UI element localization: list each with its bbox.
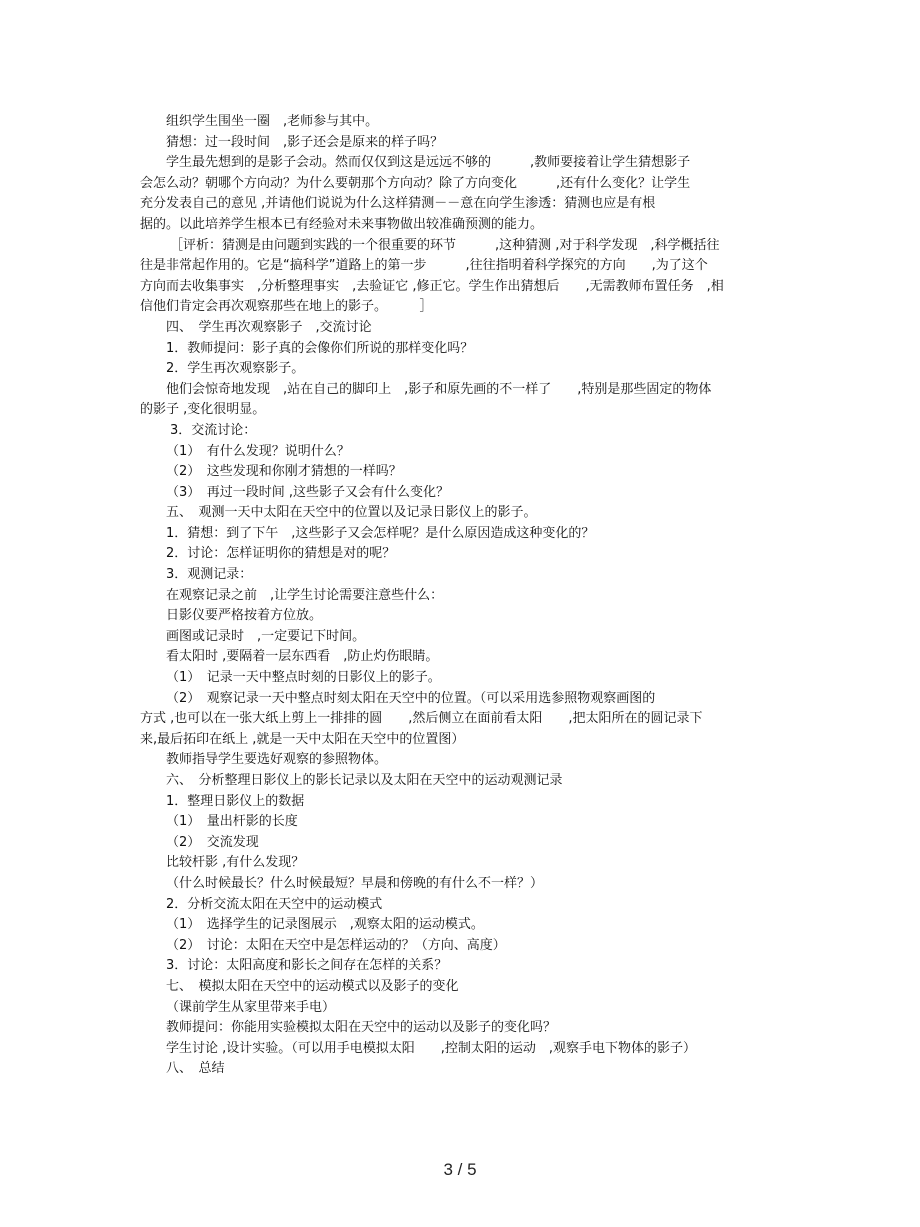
section-heading: 七、 模拟太阳在天空中的运动模式以及影子的变化 (166, 978, 459, 994)
paragraph-line: 组织学生围坐一圈 ,老师参与其中。 (166, 114, 379, 129)
paragraph-line: 他们会惊奇地发现 ,站在自己的脚印上 ,影子和原先画的不一样了 ,特别是那些固定的物体 (166, 381, 712, 397)
paragraph-line: 教师提问：你能用实验模拟太阳在天空中的运动以及影子的变化吗？ (166, 1020, 557, 1036)
paragraph-line: 的影子 ,变化很明显。 (140, 402, 266, 418)
paragraph-line: （课前学生从家里带来手电） (166, 999, 336, 1015)
commentary-line: 方向而去收集事实 ,分析整理事实 ,去验证它 ,修正它。学生作出猜想后 ,无需教师布置任务 ,相 (140, 278, 724, 294)
paragraph-line: 据的。以此培养学生根本已有经验对未来事物做出较准确预测的能力。 (140, 216, 544, 232)
paragraph-line: 来,最后拓印在纸上 ,就是一天中太阳在天空中的位置图） (140, 731, 465, 747)
commentary-line: ［评析：猜测是由问题到实践的一个很重要的环节 ,这种猜测 ,对于科学发现 ,科学概括往 (170, 237, 720, 253)
list-item: （1） 有什么发现？说明什么？ (166, 443, 350, 459)
list-item: 3．交流讨论： (170, 422, 257, 438)
list-item: （2） 这些发现和你刚才猜想的一样吗？ (166, 464, 402, 480)
paragraph-line: 在观察记录之前 ,让学生讨论需要注意些什么： (166, 587, 444, 603)
paragraph-line: 方式 ,也可以在一张大纸上剪上一排排的圆 ,然后侧立在面前看太阳 ,把太阳所在的圆记录下 (140, 711, 703, 727)
list-item: 3．观测记录： (166, 567, 253, 583)
list-item: （2） 交流发现 (166, 834, 259, 850)
paragraph-line: 画图或记录时 ,一定要记下时间。 (166, 628, 366, 644)
list-item: （1） 记录一天中整点时刻的日影仪上的影子。 (166, 670, 441, 686)
page-number: 3 / 5 (443, 1160, 477, 1179)
section-heading: 四、 学生再次观察影子 ,交流讨论 (166, 319, 372, 335)
list-item: （1） 量出杆影的长度 (166, 814, 298, 830)
paragraph-line: 会怎么动？朝哪个方向动？为什么要朝那个方向动？除了方向变化 ,还有什么变化？让学生 (140, 175, 691, 191)
paragraph-line: （什么时候最长？什么时候最短？早晨和傍晚的有什么不一样？） (166, 875, 544, 891)
document-body (140, 112, 782, 1080)
paragraph-line: 教师指导学生要选好观察的参照物体。 (166, 752, 388, 768)
list-item: 2．学生再次观察影子。 (166, 361, 305, 377)
list-item: （3） 再过一段时间 ,这些影子又会有什么变化？ (166, 484, 450, 500)
list-item: 1．猜想：到了下午 ,这些影子又会怎样呢？是什么原因造成这种变化的？ (166, 525, 595, 541)
commentary-line: 信他们肯定会再次观察那些在地上的影子。 ］ (140, 299, 433, 315)
list-item: （2） 讨论：太阳在天空中是怎样运动的？（方向、高度） (166, 937, 506, 953)
paragraph-line: 日影仪要严格按着方位放。 (166, 608, 323, 624)
list-item: 1．整理日影仪上的数据 (166, 793, 305, 809)
list-item: （1） 选择学生的记录图展示 ,观察太阳的运动模式。 (166, 917, 484, 933)
list-item: 1．教师提问：影子真的会像你们所说的那样变化吗？ (166, 340, 474, 356)
section-heading: 六、 分析整理日影仪上的影长记录以及太阳在天空中的运动观测记录 (166, 773, 563, 788)
section-heading: 八、 总结 (166, 1061, 225, 1077)
paragraph-line: 猜想：过一段时间 ,影子还会是原来的样子吗？ (166, 134, 444, 150)
section-heading: 五、 观测一天中太阳在天空中的位置以及记录日影仪上的影子。 (166, 505, 537, 521)
list-item: （2） 观察记录一天中整点时刻太阳在天空中的位置。（可以采用选参照物观察画图的 (166, 690, 656, 706)
commentary-line: 往是非常起作用的。它是“搞科学”道路上的第一步 ,往往指明着科学探究的方向 ,为了这个 (140, 258, 708, 274)
paragraph-line: 学生讨论 ,设计实验。（可以用手电模拟太阳 ,控制太阳的运动 ,观察手电下物体的影子） (166, 1040, 697, 1056)
paragraph-line: 充分发表自己的意见 ,并请他们说说为什么这样猜测－－意在向学生渗透：猜测也应是有根 (140, 196, 656, 212)
list-item: 2．讨论：怎样证明你的猜想是对的呢？ (166, 546, 396, 562)
paragraph-line: 看太阳时 ,要隔着一层东西看 ,防止灼伤眼睛。 (166, 649, 439, 665)
paragraph-line: 比较杆影 ,有什么发现？ (166, 855, 305, 871)
list-item: 2．分析交流太阳在天空中的运动模式 (166, 896, 383, 912)
list-item: 3．讨论：太阳高度和影长之间存在怎样的关系？ (166, 958, 448, 974)
paragraph-line: 学生最先想到的是影子会动。然而仅仅到这是远远不够的 ,教师要接着让学生猜想影子 (166, 155, 691, 171)
